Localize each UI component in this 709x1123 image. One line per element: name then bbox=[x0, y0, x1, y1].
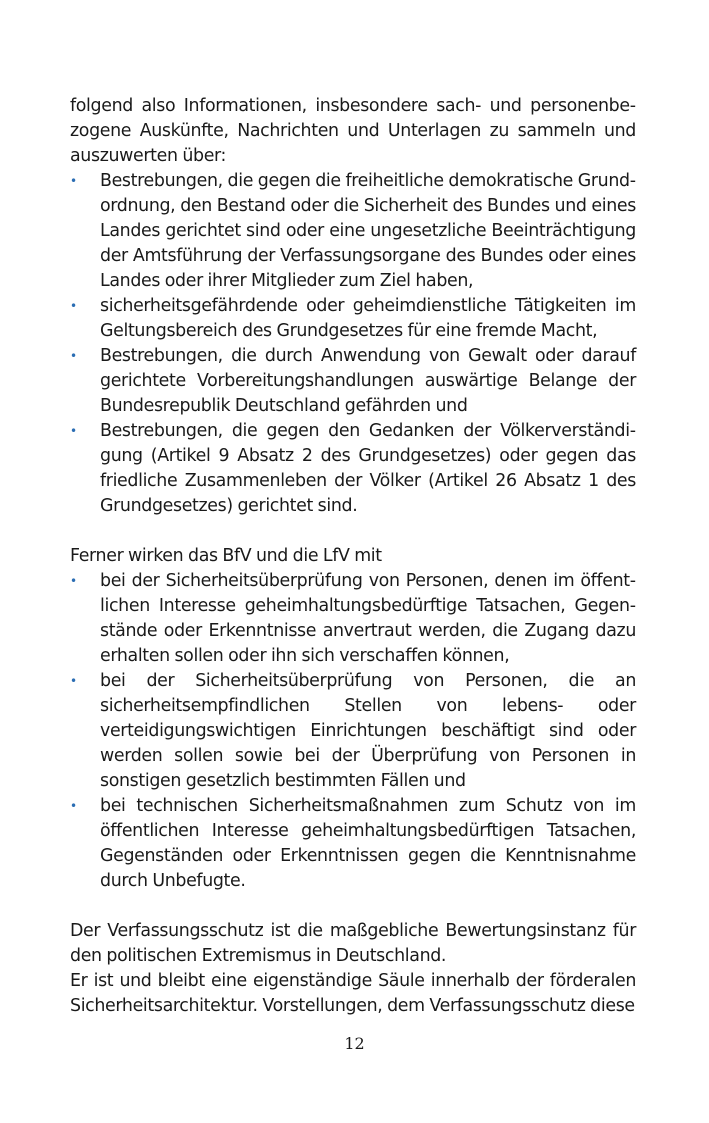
cooperation-paragraph: Ferner wirken das BfV und die LfV mit bbox=[70, 546, 382, 566]
list-item-text: Bestrebungen, die gegen den Gedanken der Völkerverständigung (Artikel 9 Absatz 2 des Grundgesetzes) oder gegen das friedliche Zusammenleben der Völker (Artikel 26 Absatz 1 des Grundgesetzes) gerichtet sind. bbox=[100, 421, 636, 516]
list-item-text: Bestrebungen, die gegen die freiheitliche demokratische Grundordnung, den Bestand oder die Sicherheit des Bundes und eines Landes gerichtet sind oder eine ungesetzliche Beeinträchtigung der Amtsführung der Verfassungsorgane des Bundes oder eines Landes oder ihrer Mitglieder zum Ziel haben, bbox=[100, 171, 636, 291]
bullet-icon: • bbox=[70, 574, 77, 588]
bullet-icon: • bbox=[70, 174, 77, 188]
list-item bbox=[70, 294, 636, 344]
list-item-text: Bestrebungen, die durch Anwendung von Gewalt oder darauf gerichtete Vorbereitungshandlungen auswärtige Belange der Bundesrepublik Deutschland gefährden und bbox=[100, 346, 636, 416]
document-body bbox=[70, 94, 636, 1019]
architecture-paragraph: Er ist und bleibt eine eigenständige Säule innerhalb der förderalen Sicherheitsarchitektur. Vorstellungen, dem Verfassungsschutz diese bbox=[70, 971, 636, 1016]
list-item bbox=[70, 569, 636, 669]
cooperation-list bbox=[70, 569, 636, 894]
list-item-text: sicherheitsgefährdende oder geheimdienstliche Tätigkeiten im Geltungsbereich des Grundgesetzes für eine fremde Macht, bbox=[100, 296, 636, 341]
tasks-list bbox=[70, 169, 636, 519]
list-item bbox=[70, 669, 636, 794]
bullet-icon: • bbox=[70, 349, 77, 363]
assessment-paragraph: Der Verfassungsschutz ist die maßgebliche Bewertungsinstanz für den politischen Extremismus in Deutschland. bbox=[70, 921, 636, 966]
list-item-text: bei der Sicherheitsüberprüfung von Personen, die an sicherheitsempfindlichen Stellen von lebens- oder verteidigungswichtigen Einrichtungen beschäftigt sind oder werden sollen sowie bei der Überprüfung von Personen in sonstigen gesetzlich bestimmten Fällen und bbox=[100, 671, 636, 791]
list-item bbox=[70, 794, 636, 894]
list-item bbox=[70, 169, 636, 294]
bullet-icon: • bbox=[70, 299, 77, 313]
intro-paragraph: folgend also Informationen, insbesondere sach- und personenbezogene Auskünfte, Nachrichten und Unterlagen zu sammeln und auszuwerten über: bbox=[70, 96, 636, 166]
spacer bbox=[70, 894, 636, 919]
bullet-icon: • bbox=[70, 799, 77, 813]
list-item-text: bei technischen Sicherheitsmaßnahmen zum Schutz von im öffentlichen Interesse geheimhaltungsbedürftigen Tatsachen, Gegenständen oder Erkenntnissen gegen die Kenntnisnahme durch Unbefugte. bbox=[100, 796, 636, 891]
list-item bbox=[70, 419, 636, 519]
list-item bbox=[70, 344, 636, 419]
list-item-text: bei der Sicherheitsüberprüfung von Personen, denen im öffentlichen Interesse geheimhaltungsbedürftige Tatsachen, Gegenstände oder Erkenntnisse anvertraut werden, die Zugang dazu erhalten sollen oder ihn sich verschaffen können, bbox=[100, 571, 636, 666]
bullet-icon: • bbox=[70, 674, 77, 688]
page-number: 12 bbox=[344, 1034, 365, 1053]
bullet-icon: • bbox=[70, 424, 77, 438]
spacer bbox=[70, 519, 636, 544]
